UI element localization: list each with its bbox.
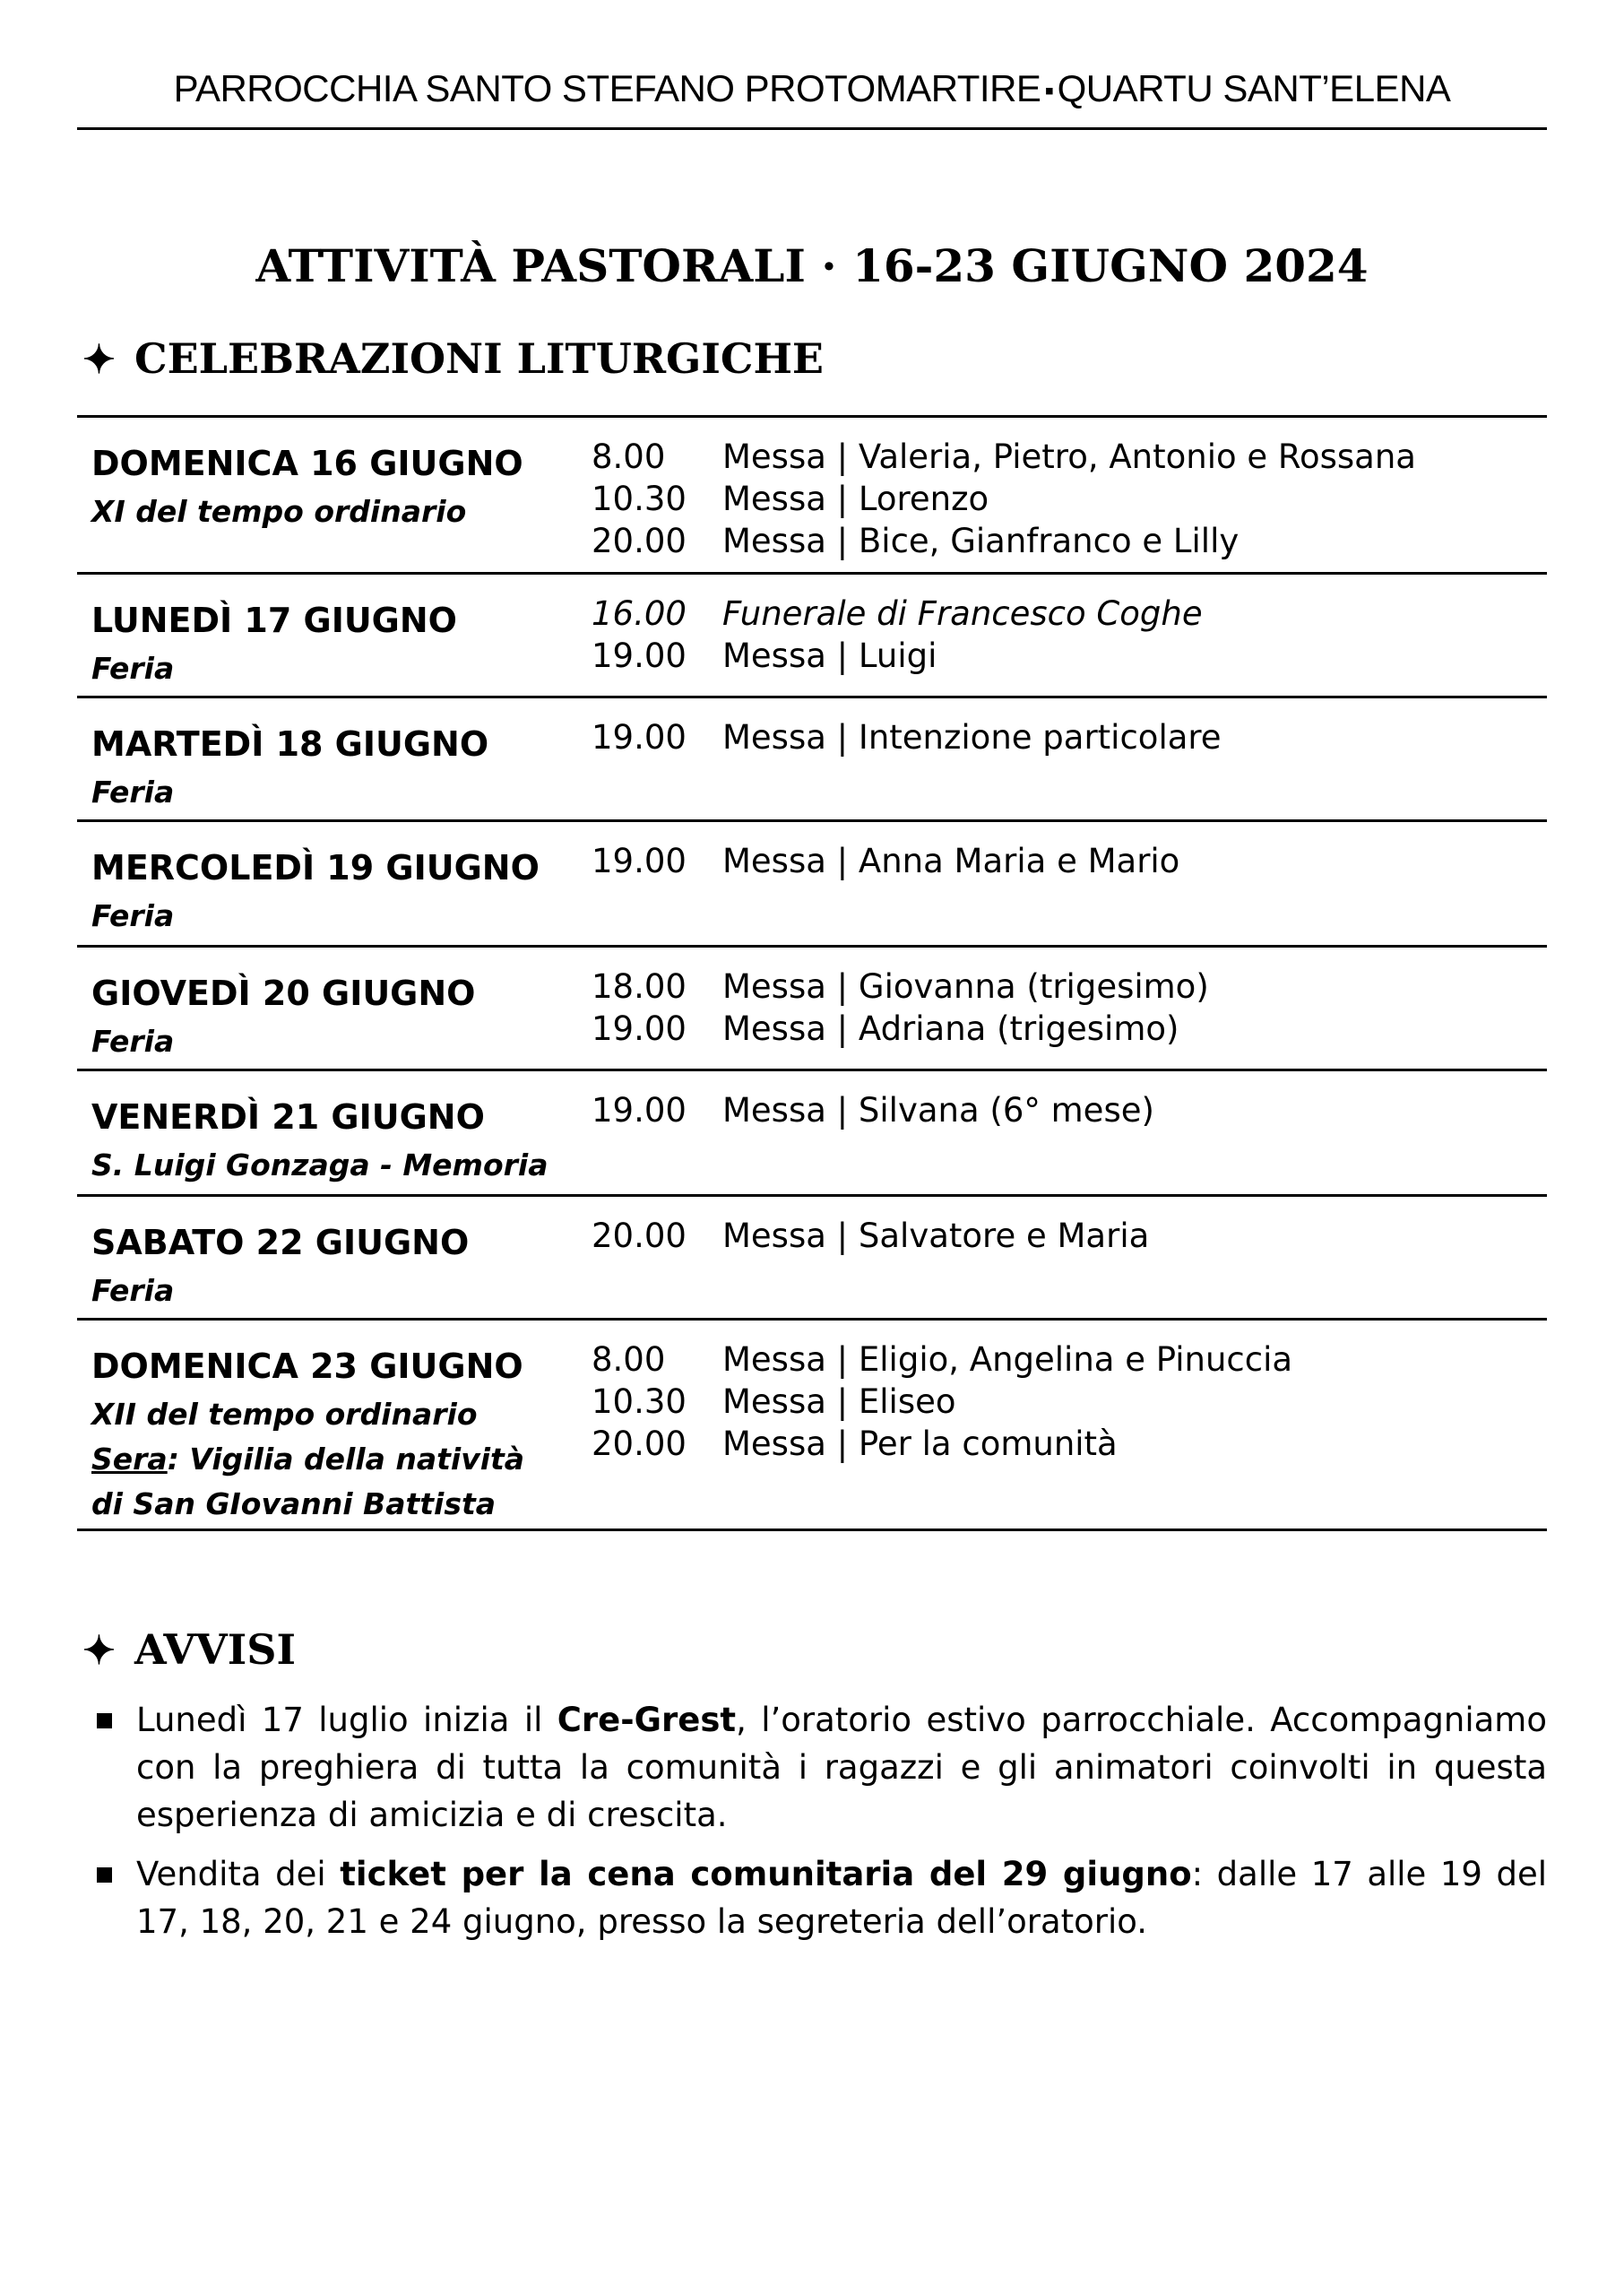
event-time: 8.00 xyxy=(592,1340,666,1379)
events-cell xyxy=(592,840,1542,882)
day-cell xyxy=(91,1217,593,1313)
event-time: 19.00 xyxy=(592,1091,687,1130)
events-cell xyxy=(592,436,1542,562)
city-name: QUARTU SANT’ELENA xyxy=(1057,67,1451,109)
notice-text: : dalle 17 alle 19 del 17, 18, 20, 21 e 24 giugno, presso la segreteria dell’oratorio. xyxy=(136,1855,1547,1941)
event-text: Messa | Intenzione particolare xyxy=(722,718,1222,757)
vigil-note-line: di San GIovanni Battista xyxy=(91,1486,497,1521)
schedule-row xyxy=(77,1321,1547,1531)
events-cell xyxy=(592,716,1542,758)
event-time: 8.00 xyxy=(592,437,666,476)
event-text: Funerale di Francesco Coghe xyxy=(722,594,1203,633)
event-text: Messa | Bice, Gianfranco e Lilly xyxy=(722,522,1240,560)
notice-text: , l’oratorio estivo parrocchiale. Accompagniamo con la preghiera di tutta la comunità i ragazzi e gli animatori coinvolti in questa esperienza di amicizia e di crescita. xyxy=(136,1701,1547,1834)
event-line xyxy=(592,478,1542,520)
event-time: 10.30 xyxy=(592,1382,687,1421)
event-time: 19.00 xyxy=(592,718,687,757)
header-separator: ▪ xyxy=(1044,76,1054,106)
schedule-row xyxy=(77,1197,1547,1321)
event-text: Messa | Giovanna (trigesimo) xyxy=(722,967,1209,1006)
event-line xyxy=(592,1381,1542,1423)
event-text: Messa | Eliseo xyxy=(722,1382,956,1421)
day-subtitle: XI del tempo ordinario xyxy=(91,494,467,529)
day-name: MERCOLEDÌ 19 GIUGNO xyxy=(91,848,540,888)
event-time: 20.00 xyxy=(592,522,687,560)
day-subtitle: Feria xyxy=(91,1024,175,1059)
day-name: DOMENICA 16 GIUGNO xyxy=(91,444,523,483)
day-cell xyxy=(91,1091,593,1188)
schedule-row xyxy=(77,575,1547,698)
day-name: GIOVEDÌ 20 GIUGNO xyxy=(91,974,476,1013)
page-title: ATTIVITÀ PASTORALI · 16-23 GIUGNO 2024 xyxy=(255,239,1369,292)
day-name: LUNEDÌ 17 GIUGNO xyxy=(91,601,457,640)
event-line xyxy=(592,966,1542,1008)
liturgy-schedule-table xyxy=(77,415,1547,1531)
four-pointed-star-icon: ✦ xyxy=(82,337,116,383)
event-line xyxy=(592,1089,1542,1131)
celebrations-heading-label: CELEBRAZIONI LITURGICHE xyxy=(134,334,824,383)
event-line xyxy=(592,716,1542,758)
event-time: 10.30 xyxy=(592,480,687,518)
events-cell xyxy=(592,966,1542,1050)
event-line xyxy=(592,520,1542,562)
events-cell xyxy=(592,1338,1542,1465)
square-bullet-icon xyxy=(97,1867,112,1883)
event-line xyxy=(592,1008,1542,1050)
event-text: Messa | Salvatore e Maria xyxy=(722,1217,1150,1255)
day-subtitle: Feria xyxy=(91,898,175,933)
day-cell xyxy=(91,594,593,691)
day-subtitle: Feria xyxy=(91,1273,175,1308)
event-line xyxy=(592,1215,1542,1257)
notice-text: Lunedì 17 luglio inizia il xyxy=(136,1701,557,1739)
day-subtitle: S. Luigi Gonzaga - Memoria xyxy=(91,1148,549,1182)
day-subtitle: Feria xyxy=(91,775,175,810)
day-name: MARTEDÌ 18 GIUGNO xyxy=(91,724,489,764)
event-time: 16.00 xyxy=(592,594,687,633)
day-subtitle: XII del tempo ordinario xyxy=(91,1397,478,1432)
vigil-note-lead: Sera xyxy=(91,1442,168,1477)
schedule-row xyxy=(77,1071,1547,1197)
event-time: 19.00 xyxy=(592,1009,687,1048)
event-line xyxy=(592,635,1542,677)
day-name: VENERDÌ 21 GIUGNO xyxy=(91,1097,485,1137)
day-cell xyxy=(91,718,593,815)
parish-header xyxy=(77,56,1547,130)
event-time: 19.00 xyxy=(592,637,687,675)
vigil-note xyxy=(91,1437,593,1482)
event-time: 19.00 xyxy=(592,842,687,880)
event-line xyxy=(592,593,1542,635)
event-line xyxy=(592,1338,1542,1381)
notice-highlight: Cre-Grest xyxy=(557,1701,737,1739)
notice-item xyxy=(95,1850,1547,1945)
event-time: 20.00 xyxy=(592,1217,687,1255)
notices-list xyxy=(95,1696,1547,1957)
event-text: Messa | Valeria, Pietro, Antonio e Rossana xyxy=(722,437,1416,476)
notice-item xyxy=(95,1696,1547,1839)
events-cell xyxy=(592,1089,1542,1131)
celebrations-heading xyxy=(82,327,1552,392)
day-name: DOMENICA 23 GIUGNO xyxy=(91,1347,523,1386)
event-text: Messa | Luigi xyxy=(722,637,937,675)
day-cell xyxy=(91,842,593,939)
event-text: Messa | Adriana (trigesimo) xyxy=(722,1009,1179,1048)
notices-heading-label: AVVISI xyxy=(134,1625,296,1674)
schedule-row xyxy=(77,418,1547,575)
event-text: Messa | Per la comunità xyxy=(722,1425,1118,1463)
event-text: Messa | Lorenzo xyxy=(722,480,989,518)
square-bullet-icon xyxy=(97,1713,112,1728)
notices-heading xyxy=(82,1618,1552,1683)
day-name: SABATO 22 GIUGNO xyxy=(91,1223,470,1262)
event-line xyxy=(592,1423,1542,1465)
notice-text: Vendita dei xyxy=(136,1855,341,1893)
events-cell xyxy=(592,1215,1542,1257)
four-pointed-star-icon: ✦ xyxy=(82,1628,116,1674)
day-cell xyxy=(91,1340,593,1527)
notice-highlight: ticket per la cena comunitaria del 29 giugno xyxy=(340,1855,1192,1893)
event-text: Messa | Eligio, Angelina e Pinuccia xyxy=(722,1340,1293,1379)
event-text: Messa | Silvana (6° mese) xyxy=(722,1091,1154,1130)
schedule-row xyxy=(77,822,1547,948)
day-subtitle: Feria xyxy=(91,651,175,686)
vigil-note-text: : Vigilia della natività xyxy=(167,1442,525,1477)
event-time: 20.00 xyxy=(592,1425,687,1463)
schedule-row xyxy=(77,698,1547,822)
schedule-row xyxy=(77,948,1547,1071)
event-line xyxy=(592,840,1542,882)
day-cell xyxy=(91,967,593,1064)
event-time: 18.00 xyxy=(592,967,687,1006)
day-cell xyxy=(91,437,593,534)
parish-name: PARROCCHIA SANTO STEFANO PROTOMARTIRE xyxy=(173,67,1041,109)
events-cell xyxy=(592,593,1542,677)
event-line xyxy=(592,436,1542,478)
event-text: Messa | Anna Maria e Mario xyxy=(722,842,1180,880)
